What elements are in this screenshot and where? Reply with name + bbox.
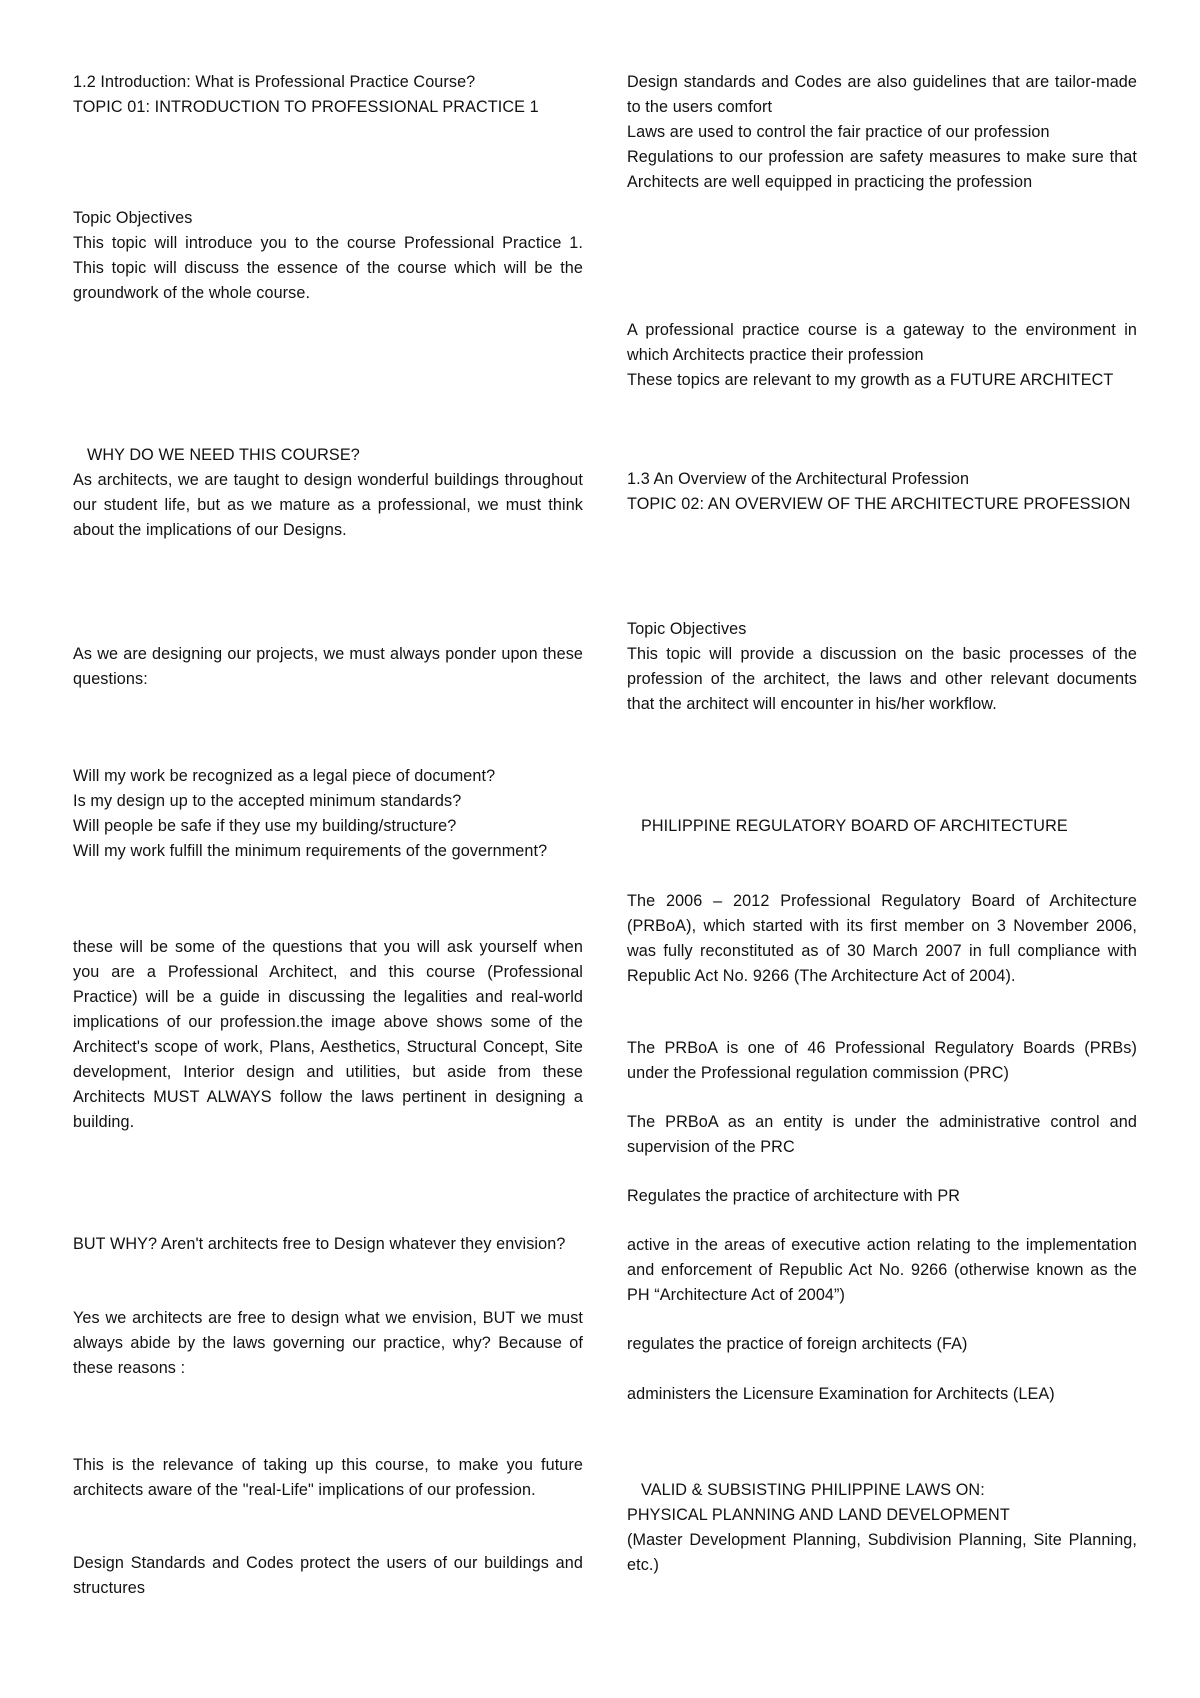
regulations-paragraph: Regulations to our profession are safety measures to make sure that Architects are well equipped in practicing the profession xyxy=(627,148,1137,191)
questions-summary-paragraph: these will be some of the questions that you will ask yourself when you are a Professional Architect, and this course (Professional Practice) will be a guide in discussing the legalities and real-world implications of our profession.the image above shows some of the Architect's scope of work, Plans, Aesthetics, Structural Concept, Site development, Interior design and utilities, but aside from these Architects MUST ALWAYS follow the laws pertinent in designing a building. xyxy=(73,938,583,1131)
topic-objectives-heading-2: Topic Objectives xyxy=(627,620,747,638)
why-heading: WHY DO WE NEED THIS COURSE? xyxy=(87,446,360,464)
growth-paragraph: These topics are relevant to my growth as a FUTURE ARCHITECT xyxy=(627,371,1114,389)
prboa-prb-paragraph: The PRBoA is one of 46 Professional Regulatory Boards (PRBs) under the Professional regulation commission (PRC) xyxy=(627,1039,1137,1082)
why-paragraph: As architects, we are taught to design wonderful buildings throughout our student life, but as we mature as a professional, we must think about the implications of our Designs. xyxy=(73,471,583,539)
foreign-architects-paragraph: regulates the practice of foreign architects (FA) xyxy=(627,1335,968,1353)
overview-title: 1.3 An Overview of the Architectural Profession TOPIC 02: AN OVERVIEW OF THE ARCHITECTURE PROFESSION xyxy=(627,470,1131,513)
laws-paragraph: Laws are used to control the fair practice of our profession xyxy=(627,123,1050,141)
laws-detail: (Master Development Planning, Subdivision Planning, Site Planning, etc.) xyxy=(627,1531,1137,1574)
licensure-exam-paragraph: administers the Licensure Examination for Architects (LEA) xyxy=(627,1385,1055,1403)
intro-title: 1.2 Introduction: What is Professional Practice Course? TOPIC 01: INTRODUCTION TO PROFESSIONAL PRACTICE 1 xyxy=(73,73,539,116)
topic-objectives-heading: Topic Objectives xyxy=(73,209,193,227)
yes-paragraph: Yes we architects are free to design what we envision, BUT we must always abide by the laws governing our practice, why? Because of these reasons : xyxy=(73,1309,583,1377)
active-paragraph: active in the areas of executive action relating to the implementation and enforcement of Republic Act No. 9266 (otherwise known as the PH “Architecture Act of 2004”) xyxy=(627,1236,1137,1304)
laws-subheading: PHYSICAL PLANNING AND LAND DEVELOPMENT xyxy=(627,1506,1010,1524)
topic-objectives-text: This topic will introduce you to the course Professional Practice 1. This topic will discuss the essence of the course which will be the groundwork of the whole course. xyxy=(73,234,583,302)
prboa-entity-paragraph: The PRBoA as an entity is under the administrative control and supervision of the PRC xyxy=(627,1113,1137,1156)
gateway-paragraph: A professional practice course is a gateway to the environment in which Architects practice their profession xyxy=(627,321,1137,364)
but-why-paragraph: BUT WHY? Aren't architects free to Design whatever they envision? xyxy=(73,1235,566,1253)
board-heading: PHILIPPINE REGULATORY BOARD OF ARCHITECTURE xyxy=(641,817,1068,835)
topic-objectives-text-2: This topic will provide a discussion on the basic processes of the profession of the architect, the laws and other relevant documents that the architect will encounter in his/her workflow. xyxy=(627,645,1137,713)
standards-paragraph: Design Standards and Codes protect the users of our buildings and structures xyxy=(73,1554,583,1597)
questions-government: Will my work fulfill the minimum requirements of the government? xyxy=(73,842,548,860)
guidelines-paragraph: Design standards and Codes are also guidelines that are tailor-made to the users comfort xyxy=(627,73,1137,116)
ponder-paragraph: As we are designing our projects, we must always ponder upon these questions: xyxy=(73,645,583,688)
laws-heading: VALID & SUBSISTING PHILIPPINE LAWS ON: xyxy=(641,1481,985,1499)
board-history-paragraph: The 2006 – 2012 Professional Regulatory Board of Architecture (PRBoA), which started with its first member on 3 November 2006, was fully reconstituted as of 30 March 2007 in full compliance with Republic Act No. 9266 (The Architecture Act of 2004). xyxy=(627,892,1137,985)
regulates-pr-paragraph: Regulates the practice of architecture with PR xyxy=(627,1187,961,1205)
relevance-paragraph: This is the relevance of taking up this course, to make you future architects aware of the "real-Life" implications of our profession. xyxy=(73,1456,583,1499)
questions-list: Will my work be recognized as a legal piece of document? Is my design up to the accepted minimum standards? Will people be safe if they use my building/structure? xyxy=(73,767,496,835)
